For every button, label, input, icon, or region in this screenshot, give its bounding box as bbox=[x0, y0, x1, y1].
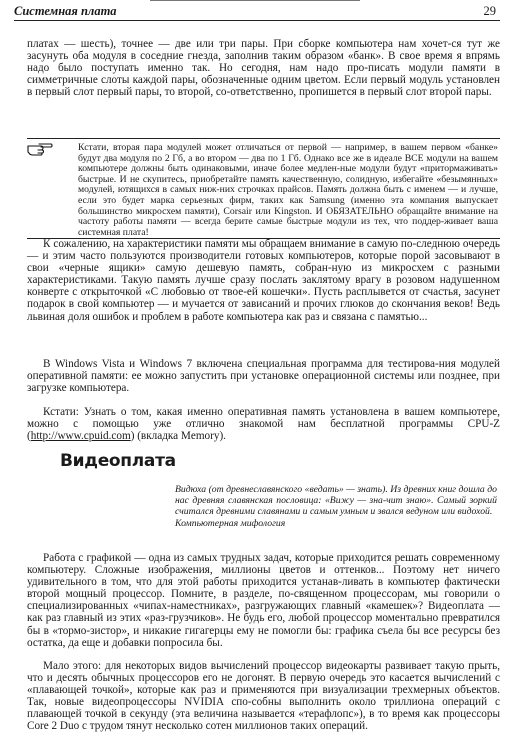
cpuz-tip-text: Кстати: Узнать о том, какая именно оперативная память установлена в вашем компьютере, можно с помощью уже отлично знакомой нам бесплатной программы CPU-Z ( bbox=[27, 406, 500, 443]
running-header-title: Системная плата bbox=[14, 4, 117, 18]
cpuz-tip-tail: ) (вкладка Memory). bbox=[130, 430, 226, 443]
epigraph bbox=[175, 484, 497, 529]
page-number: 29 bbox=[483, 4, 496, 18]
paragraph-gpu-compute: Мало этого: для некоторых видов вычислений процессор видеокарты развивает такую прыть, что и десять обычных процессоров его не догонят. В первую очередь это касается вычислений с «плавающей точкой», которые как раз и применяются при визуализации трехмерных объектов. Так, новые видеопроцессоры NVIDIA спо-собны выполнить около триллиона операций с плавающей точкой в секунду (эта величина называется «терафлопс»), в то время как процессоры Core 2 Duo с трудом тянут несколько сотен миллионов таких операций. bbox=[27, 660, 500, 733]
paragraph-memory-quality: К сожалению, на характеристики памяти мы обращаем внимание в самую по-следнюю очередь — и этим часто пользуются производители готовых компьютеров, которые порой засовывают в свои «черные ящики» самую дешевую память, собран-ную из микросхем с разными характеристиками. Такую память лучше сразу послать заклятому врагу в розовом надушенном конверте с открыточкой «С любовью от твое-ей кошечки». Пусть расплывется от счастья, засунет подарок в свой компьютер — и мучается от зависаний и прочих глюков до скончания веков! Ведь львиная доля ошибок и проблем в работе компьютера как раз и связана с памятью... bbox=[27, 238, 500, 323]
note-text: Кстати, вторая пара модулей может отличаться от первой — например, в вашем первом «банке» будут два модуля по 2 Гб, а во втором — два по 1 Гб. Однако все же в идеале ВСЕ модули на вашем компьютере должны быть одинаковыми, иначе более медлен-ные модули будут «притормаживать» быстрые. И не скупитесь, приобретайте память качественную, солидную, избегайте «безымянных» модулей, ютящихся в самых ниж-них строчках прайсов. Память должна быть с именем — и лучше, если это будет марка серьезных фирм, таких как Samsung (именно эта компания выпускает большинство микросхем памяти), Corsair или Kingston. И ОБЯЗАТЕЛЬНО обращайте внимание на частоту работы памяти — всегда берите самые быстрые модули из тех, что поддер-живает ваша системная плата! bbox=[78, 142, 498, 238]
note-box bbox=[27, 138, 500, 239]
cpuid-link[interactable]: http://www.cpuid.com bbox=[30, 430, 131, 443]
epigraph-source: Компьютерная мифология bbox=[175, 517, 286, 529]
cpuz-tip bbox=[27, 406, 500, 442]
section-heading: Видеоплата bbox=[60, 451, 176, 471]
pointing-hand-icon bbox=[27, 142, 53, 156]
paragraph-graphics-intro: Работа с графикой — одна из самых трудных задач, которые приходится решать современному компьютеру. Сложные изображения, миллионы цветов и оттенков... Поэтому нет ничего удивительного в том, что для этой работы приходится устанав-ливать в компьютер фактически второй мощный процессор. Помните, в разделе, по-священном процессорам, мы говорили о специализированных «чипах-наместниках», разгружающих главный «камешек»? Видеоплата — как раз главный из этих «раз-грузчиков». Не будь его, любой процессор моментально превратился бы в «тормо-зистор», и никакие гигагерцы ему не помогли бы: графика съела бы все ресурсы без остатка, да еще и добавки попросила бы. bbox=[27, 552, 500, 649]
intro-paragraph: платах — шесть), точнее — две или три пары. При сборке компьютера нам хочет-ся тут же засунуть оба модуля в соседние гнезда, заполнив таким образом «банк». В свое время я впрямь надо было поступать именно так. Но сегодня, нам надо про-писать модули памяти в симметричные слоты каждой пары, обозначенные одним цветом. Если первый модуль установлен в первый слот первый пары, то второй, со-ответственно, пропишется в первый слот второй пары. bbox=[27, 38, 500, 99]
running-header bbox=[14, 3, 500, 21]
paragraph-windows-memtest: В Windows Vista и Windows 7 включена специальная программа для тестирова-ния модулей оперативной памяти: ее можно запустить при установке операционной системы или позднее, при загрузке компьютера. bbox=[27, 358, 500, 395]
epigraph-text: Видюха (от древнеславянского «ведать» — знать). Из древних книг дошла до нас древняя славянская пословица: «Вижу — зна-чит знаю». Самый зоркий считался древними славянами и самым умным и звался ведуном или видохой. bbox=[175, 484, 497, 518]
